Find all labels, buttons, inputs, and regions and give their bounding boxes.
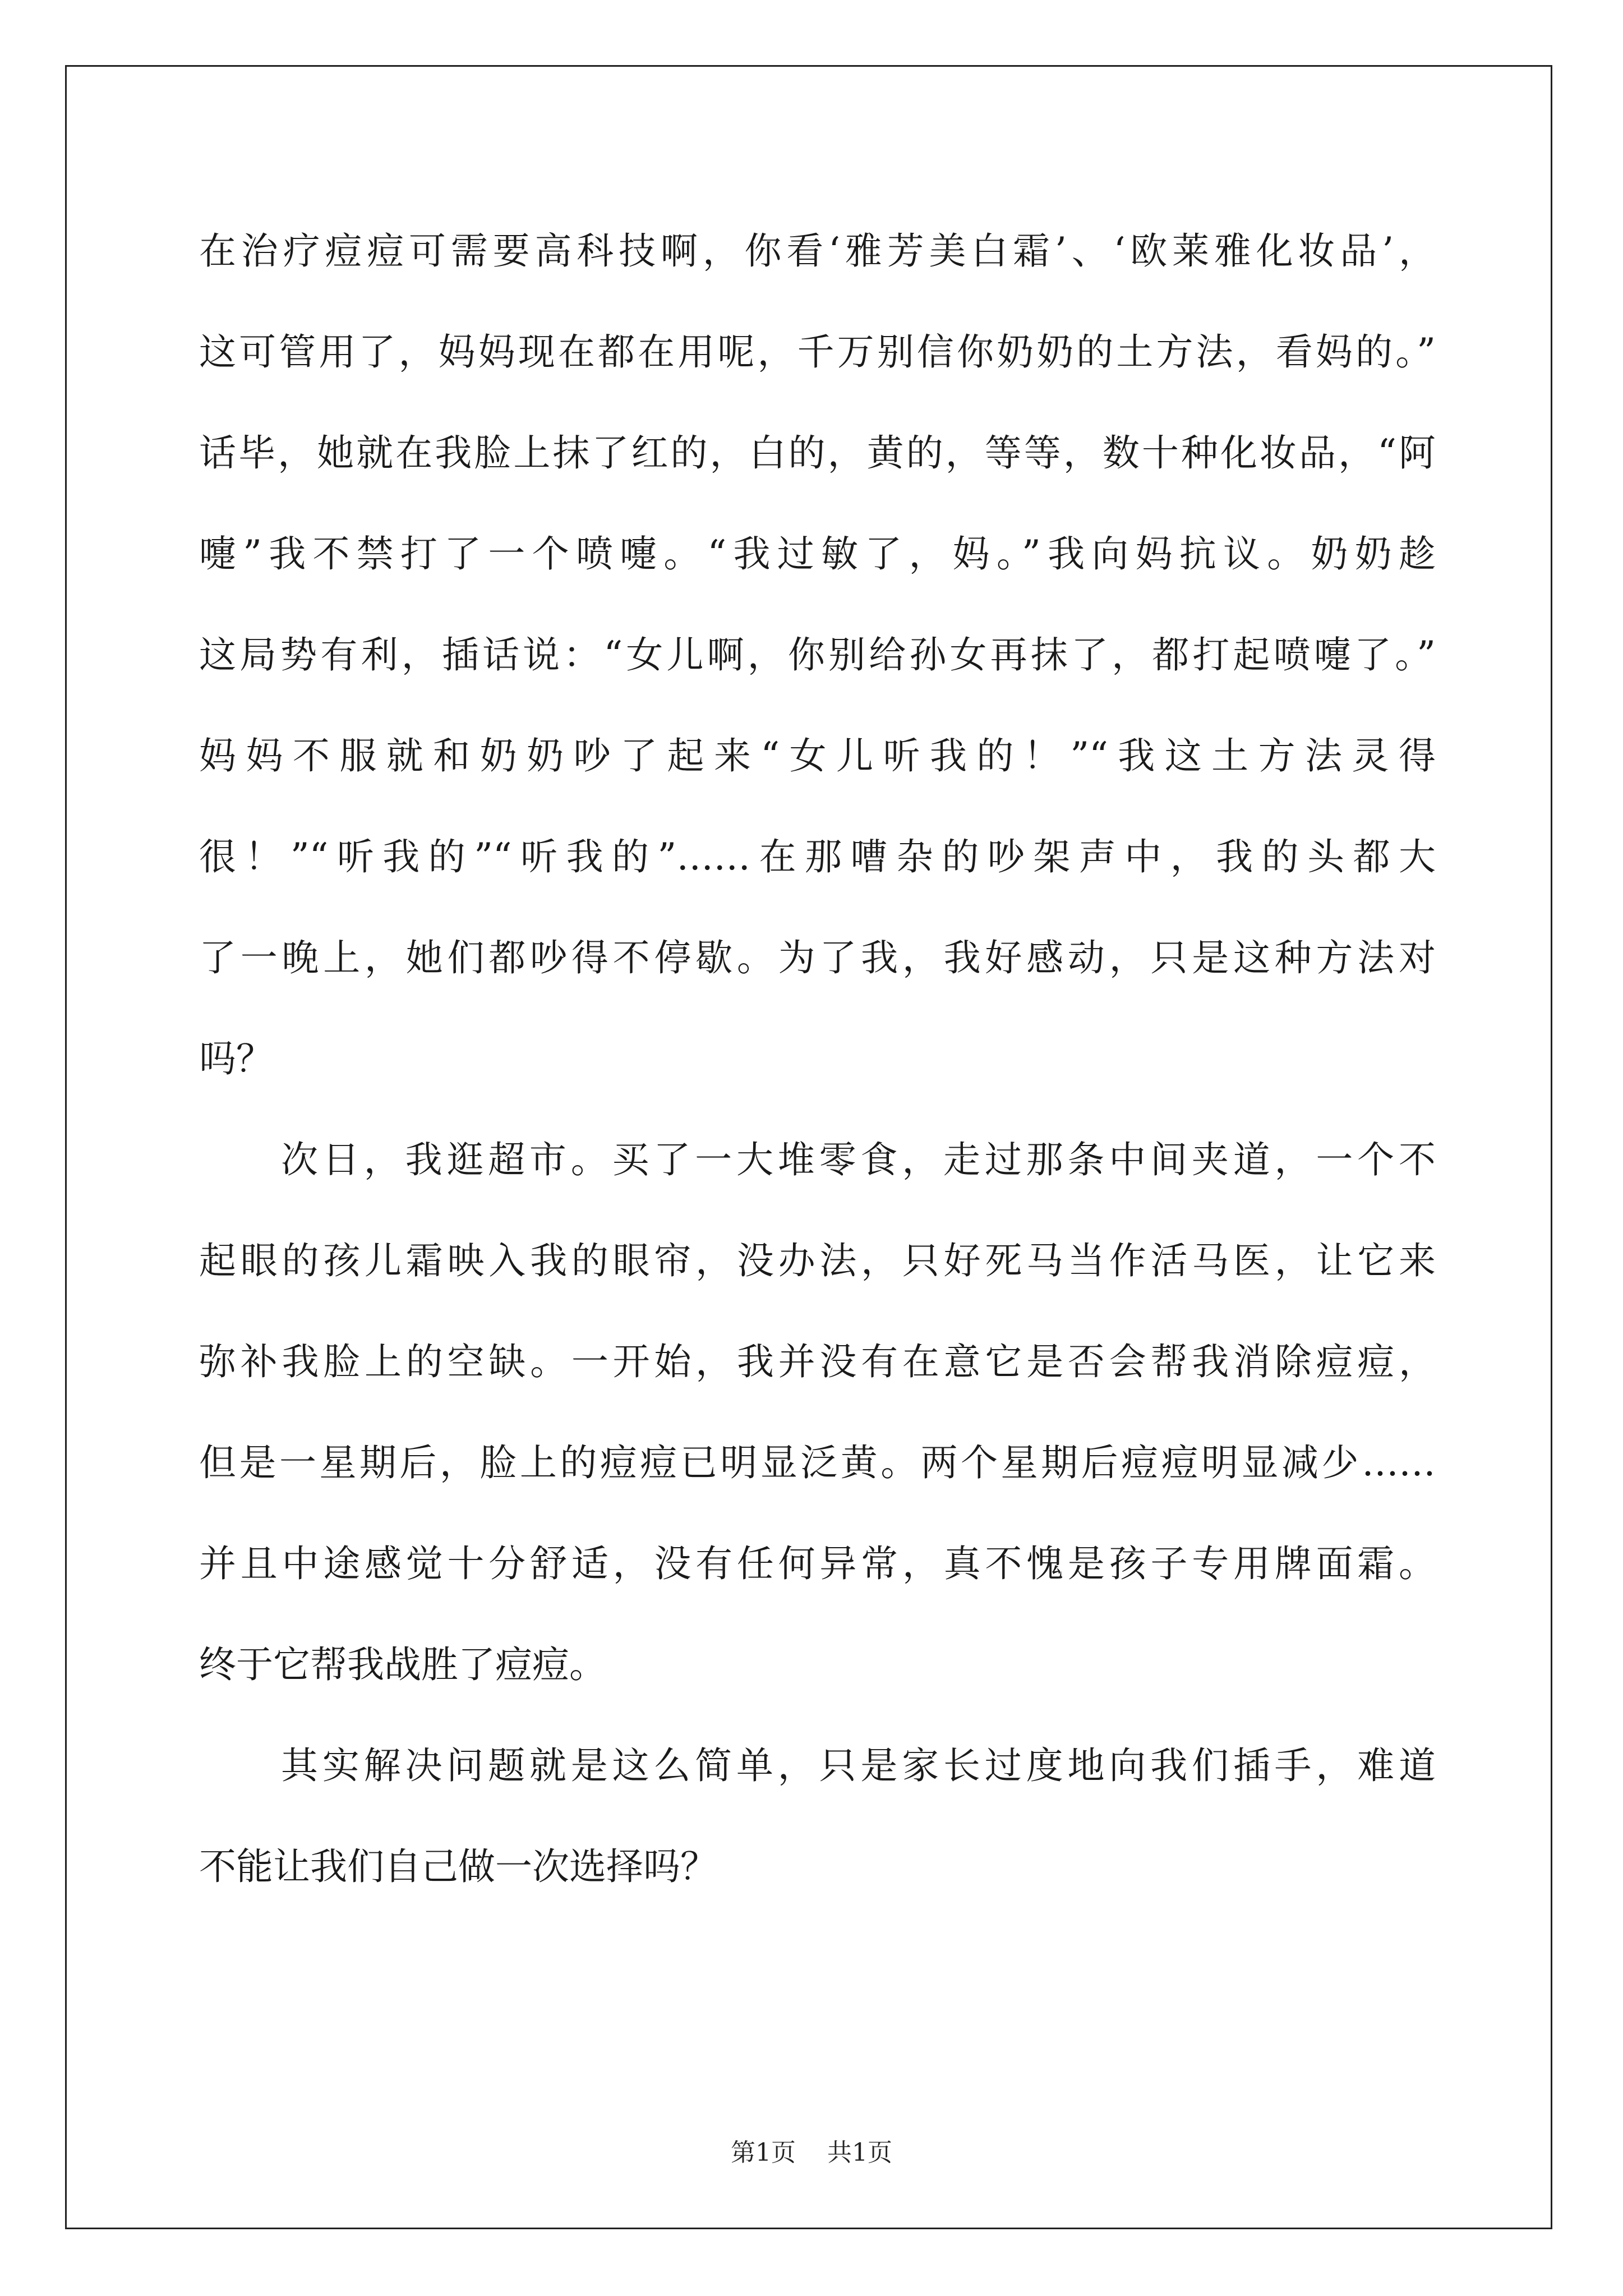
text-line: 但是一星期后，脸上的痘痘已明显泛黄。两个星期后痘痘明显减少……	[199, 1441, 1436, 1484]
text-line: 妈妈不服就和奶奶吵了起来“女儿听我的！”“我这土方法灵得	[199, 734, 1436, 777]
text-line: 不能让我们自己做一次选择吗？	[199, 1845, 717, 1888]
text-line: 终于它帮我战胜了痘痘。	[199, 1643, 606, 1686]
text-line: 嚏”我不禁打了一个喷嚏。“我过敏了，妈。”我向妈抗议。奶奶趁	[199, 532, 1436, 576]
text-line: 这可管用了，妈妈现在都在用呢，千万别信你奶奶的土方法，看妈的。”	[199, 330, 1436, 374]
text-line: 并且中途感觉十分舒适，没有任何异常，真不愧是孩子专用牌面霜。	[199, 1542, 1436, 1585]
page-number: 第1页	[731, 2138, 796, 2167]
document-body	[199, 218, 1436, 1934]
text-line: 起眼的孩儿霜映入我的眼帘，没办法，只好死马当作活马医，让它来	[199, 1239, 1436, 1282]
text-line: 次日，我逛超市。买了一大堆零食，走过那条中间夹道，一个不	[281, 1138, 1436, 1181]
text-line: 这局势有利，插话说：“女儿啊，你别给孙女再抹了，都打起喷嚏了。”	[199, 633, 1436, 677]
text-line: 了一晚上，她们都吵得不停歇。为了我，我好感动，只是这种方法对	[199, 936, 1436, 979]
text-line: 话毕，她就在我脸上抹了红的，白的，黄的，等等，数十种化妆品，“阿	[199, 431, 1436, 475]
text-line: 吗？	[199, 1037, 273, 1080]
text-line: 弥补我脸上的空缺。一开始，我并没有在意它是否会帮我消除痘痘，	[199, 1340, 1436, 1383]
text-line: 其实解决问题就是这么简单，只是家长过度地向我们插手，难道	[281, 1744, 1436, 1787]
text-line: 在治疗痘痘可需要高科技啊，你看‘雅芳美白霜’、‘欧莱雅化妆品’，	[199, 229, 1436, 273]
text-line: 很！”“听我的”“听我的”……在那嘈杂的吵架声中，我的头都大	[199, 835, 1436, 878]
page-footer	[0, 2136, 1623, 2170]
page-total: 共1页	[827, 2138, 892, 2167]
